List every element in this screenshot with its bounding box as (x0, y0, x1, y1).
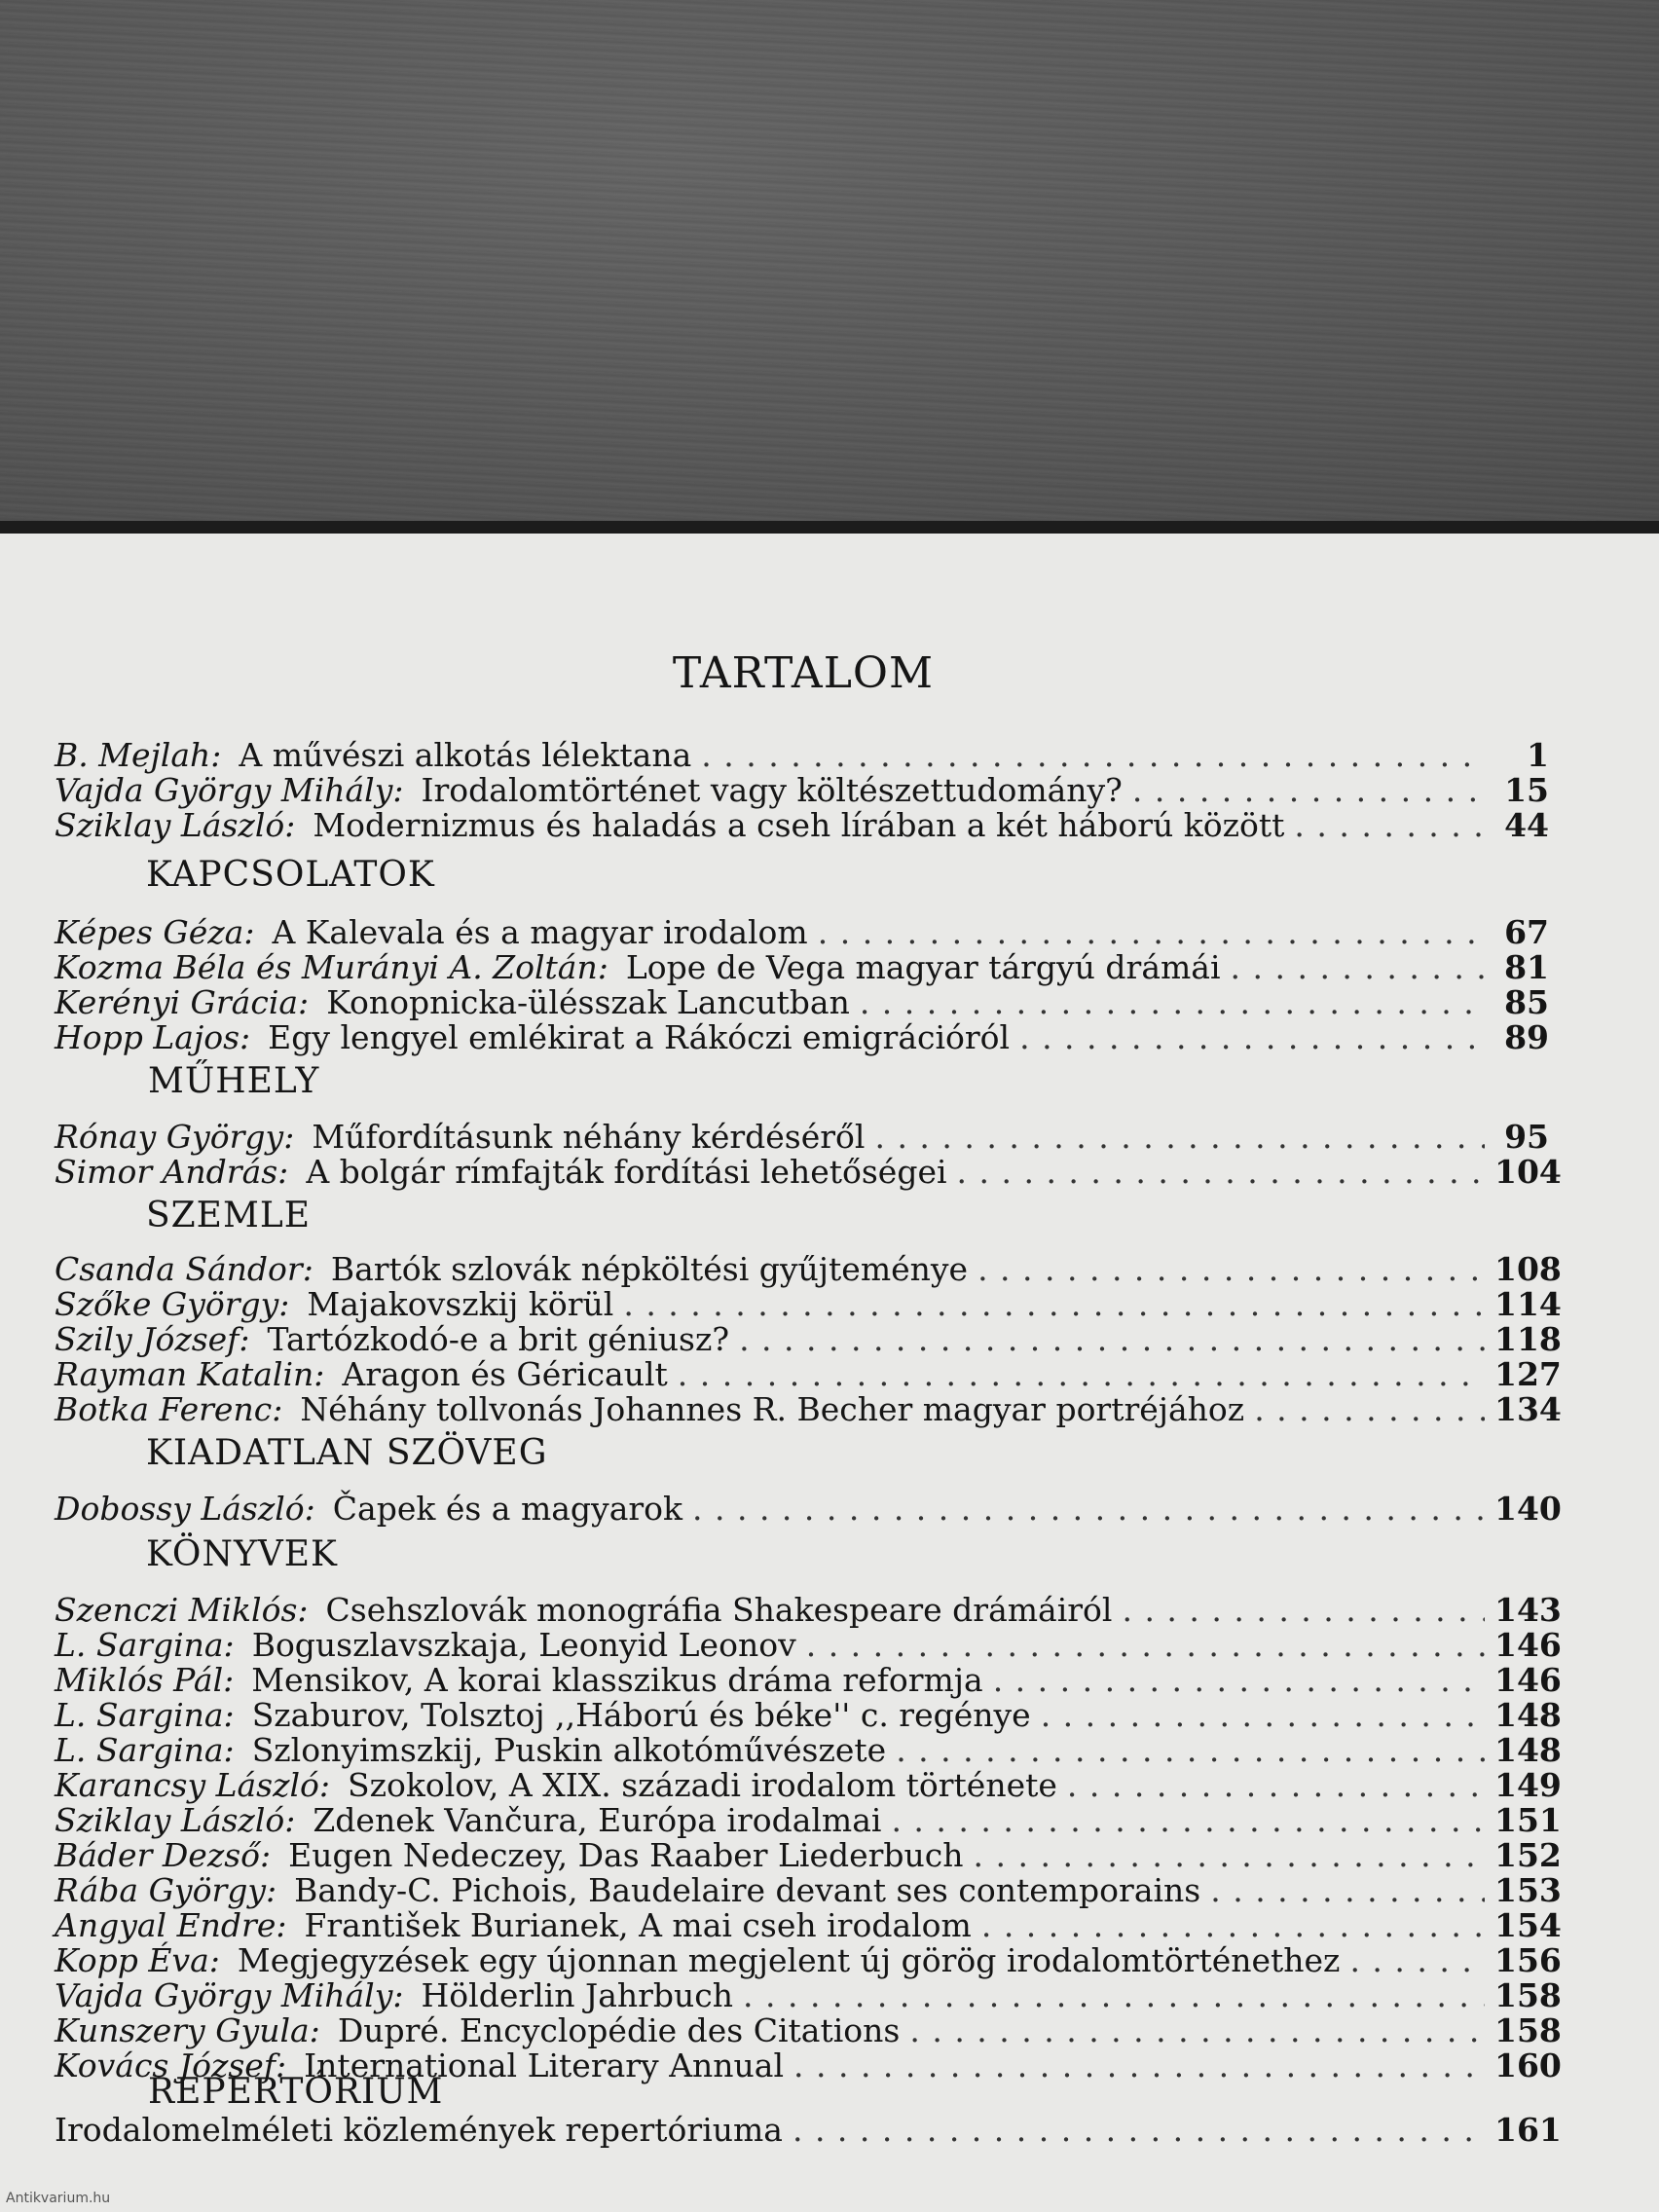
entry-title: Hölderlin Jahrbuch (421, 1976, 734, 2014)
entry-author: Rába György: (55, 1871, 277, 1909)
entry-author: Miklós Pál: (55, 1661, 235, 1699)
entry-page-number: 127 (1494, 1355, 1562, 1393)
entry-page-number: 149 (1494, 1766, 1562, 1804)
entry-author: Kunszery Gyula: (55, 2011, 320, 2049)
toc-entry (55, 2011, 1562, 2050)
toc-entry (55, 1976, 1562, 2015)
entry-title: International Literary Annual (304, 2046, 785, 2084)
entry-page-number: 1 (1527, 736, 1549, 774)
entry-author: Vajda György Mihály: (55, 771, 404, 809)
entry-page-number: 85 (1504, 983, 1549, 1021)
entry-author: Simor András: (55, 1153, 289, 1191)
entry-page-number: 151 (1494, 1801, 1562, 1839)
toc-entry (55, 1801, 1562, 1840)
dot-leader (793, 2111, 1485, 2149)
toc-entry (55, 1153, 1562, 1192)
toc-entry (55, 1941, 1562, 1980)
dot-leader (974, 1836, 1485, 1874)
toc-entry (55, 1118, 1549, 1157)
entry-author: L. Sargina: (55, 1696, 235, 1734)
entry-title: Lope de Vega magyar tárgyú drámái (625, 948, 1221, 986)
section-heading: KIADATLAN SZÖVEG (146, 1433, 548, 1473)
entry-page-number: 89 (1504, 1018, 1549, 1056)
dot-leader (909, 2011, 1485, 2049)
toc-entry (55, 1661, 1562, 1700)
entry-page-number: 95 (1504, 1118, 1549, 1156)
toc-entry (55, 1355, 1562, 1394)
entry-title: František Burianek, A mai cseh irodalom (304, 1906, 972, 1944)
toc-entry (55, 983, 1549, 1022)
entry-title: Mensikov, A korai klasszikus dráma reformja (251, 1661, 983, 1699)
entry-author: Szenczi Miklós: (55, 1591, 309, 1629)
book-cover-background (0, 0, 1659, 534)
toc-entry (55, 1390, 1562, 1429)
section-heading: MŰHELY (148, 1061, 320, 1101)
entry-page-number: 146 (1494, 1661, 1562, 1699)
entry-page-number: 148 (1494, 1696, 1562, 1734)
dot-leader (701, 736, 1485, 774)
dot-leader (1231, 948, 1485, 986)
entry-author: Karancsy László: (55, 1766, 331, 1804)
section-heading: SZEMLE (146, 1196, 312, 1235)
dot-leader (993, 1661, 1485, 1699)
entry-author: Kopp Éva: (55, 1941, 220, 1979)
entry-title: A Kalevala és a magyar irodalom (272, 913, 808, 951)
dot-leader (806, 1626, 1485, 1664)
entry-author: Szőke György: (55, 1285, 290, 1323)
entry-title: Modernizmus és haladás a cseh lírában a két háború között (313, 806, 1285, 844)
dot-leader (860, 983, 1485, 1021)
dot-leader (874, 1118, 1485, 1156)
entry-title: Aragon és Géricault (342, 1355, 668, 1393)
dot-leader (977, 1250, 1485, 1288)
entry-title: Szokolov, A XIX. századi irodalom története (348, 1766, 1057, 1804)
dot-leader (692, 1490, 1485, 1528)
dot-leader (1254, 1390, 1485, 1428)
entry-page-number: 15 (1504, 771, 1549, 809)
entry-title: Műfordításunk néhány kérdéséről (312, 1118, 866, 1156)
entry-title: Szaburov, Tolsztoj ,,Háború és béke'' c. regénye (251, 1696, 1031, 1734)
entry-title: Majakovszkij körül (307, 1285, 614, 1323)
dot-leader (623, 1285, 1485, 1323)
entry-title: Tartózkodó-e a brit géniusz? (267, 1320, 730, 1358)
dot-leader (896, 1731, 1485, 1769)
toc-entry (55, 1018, 1549, 1057)
entry-author: Képes Géza: (55, 913, 255, 951)
entry-author: L. Sargina: (55, 1731, 235, 1769)
section-heading: KÖNYVEK (146, 1534, 338, 1574)
toc-entry (55, 1490, 1562, 1529)
entry-page-number: 143 (1494, 1591, 1562, 1629)
entry-page-number: 156 (1494, 1941, 1562, 1979)
entry-page-number: 160 (1494, 2046, 1562, 2084)
entry-author: Angyal Endre: (55, 1906, 287, 1944)
dot-leader (891, 1801, 1485, 1839)
toc-entry (55, 736, 1549, 775)
toc-entry (55, 771, 1549, 810)
entry-page-number: 81 (1504, 948, 1549, 986)
toc-entry (55, 1320, 1562, 1359)
dot-leader (1067, 1766, 1485, 1804)
toc-entry (55, 1591, 1562, 1630)
entry-page-number: 44 (1504, 806, 1549, 844)
entry-page-number: 153 (1494, 1871, 1562, 1909)
entry-author: L. Sargina: (55, 1626, 235, 1664)
toc-entry (55, 1871, 1562, 1910)
entry-page-number: 152 (1494, 1836, 1562, 1874)
dot-leader (1132, 771, 1485, 809)
dot-leader (1349, 1941, 1485, 1979)
toc-entry (55, 1836, 1562, 1875)
entry-page-number: 146 (1494, 1626, 1562, 1664)
entry-author: Botka Ferenc: (55, 1390, 283, 1428)
entry-author: Sziklay László: (55, 1801, 296, 1839)
entry-title: A művészi alkotás lélektana (239, 736, 692, 774)
entry-title: Bartók szlovák népköltési gyűjteménye (330, 1250, 969, 1288)
dot-leader (1210, 1871, 1485, 1909)
entry-author: Rayman Katalin: (55, 1355, 325, 1393)
entry-page-number: 158 (1494, 2011, 1562, 2049)
dot-leader (1019, 1018, 1485, 1056)
entry-author: Báder Dezső: (55, 1836, 272, 1874)
entry-author: Vajda György Mihály: (55, 1976, 404, 2014)
dot-leader (678, 1355, 1485, 1393)
entry-page-number: 158 (1494, 1976, 1562, 2014)
entry-title: Čapek és a magyarok (332, 1490, 683, 1528)
entry-author: B. Mejlah: (55, 736, 222, 774)
entry-page-number: 104 (1494, 1153, 1562, 1191)
entry-author: Dobossy László: (55, 1490, 315, 1528)
entry-author: Szily József: (55, 1320, 250, 1358)
page-title: TARTALOM (672, 648, 935, 698)
contents-page (0, 534, 1659, 2212)
toc-entry (55, 948, 1549, 987)
entry-page-number: 108 (1494, 1250, 1562, 1288)
toc-entry (55, 1906, 1562, 1945)
entry-title: Megjegyzések egy újonnan megjelent új görög irodalomtörténethez (237, 1941, 1341, 1979)
entry-page-number: 118 (1494, 1320, 1562, 1358)
entry-author: Sziklay László: (55, 806, 296, 844)
entry-title: Bandy-C. Pichois, Baudelaire devant ses contemporains (294, 1871, 1201, 1909)
entry-title: Irodalomtörténet vagy költészettudomány? (421, 771, 1123, 809)
toc-entry (55, 1250, 1562, 1289)
entry-page-number: 67 (1504, 913, 1549, 951)
entry-title: Egy lengyel emlékirat a Rákóczi emigrációról (268, 1018, 1011, 1056)
entry-author: Kozma Béla és Murányi A. Zoltán: (55, 948, 608, 986)
entry-title: Zdenek Vančura, Európa irodalmai (313, 1801, 882, 1839)
entry-page-number: 134 (1494, 1390, 1562, 1428)
toc-entry (55, 1766, 1562, 1805)
toc-entry (55, 2111, 1562, 2150)
watermark-text: Antikvarium.hu (6, 2191, 111, 2206)
section-heading: REPERTÓRIUM (148, 2072, 444, 2112)
section-heading: KAPCSOLATOK (146, 855, 435, 895)
dot-leader (739, 1320, 1485, 1358)
toc-entry (55, 913, 1549, 952)
entry-author: Rónay György: (55, 1118, 295, 1156)
dot-leader (743, 1976, 1485, 2014)
entry-title: Csehszlovák monográfia Shakespeare drámáiról (325, 1591, 1113, 1629)
toc-entry (55, 806, 1549, 845)
dot-leader (818, 913, 1485, 951)
entry-author: Kovács József: (55, 2046, 287, 2084)
entry-title: Néhány tollvonás Johannes R. Becher magyar portréjához (300, 1390, 1245, 1428)
entry-title: Konopnicka-ülésszak Lancutban (326, 983, 850, 1021)
dot-leader (793, 2046, 1485, 2084)
entry-title: Boguszlavszkaja, Leonyid Leonov (251, 1626, 796, 1664)
dot-leader (1041, 1696, 1485, 1734)
dot-leader (957, 1153, 1485, 1191)
toc-entry (55, 1696, 1562, 1735)
entry-page-number: 148 (1494, 1731, 1562, 1769)
entry-page-number: 154 (1494, 1906, 1562, 1944)
entry-page-number: 114 (1494, 1285, 1562, 1323)
entry-page-number: 161 (1494, 2111, 1562, 2149)
entry-title: Dupré. Encyclopédie des Citations (337, 2011, 901, 2049)
toc-entry (55, 1731, 1562, 1770)
entry-title: Szlonyimszkij, Puskin alkotóművészete (251, 1731, 887, 1769)
entry-title: Eugen Nedeczey, Das Raaber Liederbuch (288, 1836, 964, 1874)
dot-leader (1122, 1591, 1485, 1629)
entry-title: A bolgár rímfajták fordítási lehetőségei (306, 1153, 947, 1191)
dot-leader (981, 1906, 1485, 1944)
dot-leader (1294, 806, 1485, 844)
entry-author: Kerényi Grácia: (55, 983, 310, 1021)
entry-author: Csanda Sándor: (55, 1250, 313, 1288)
toc-entry (55, 1285, 1562, 1324)
entry-author: Hopp Lajos: (55, 1018, 251, 1056)
entry-title: Irodalomelméleti közlemények repertóriuma (55, 2111, 783, 2149)
toc-entry (55, 1626, 1562, 1665)
entry-page-number: 140 (1494, 1490, 1562, 1528)
